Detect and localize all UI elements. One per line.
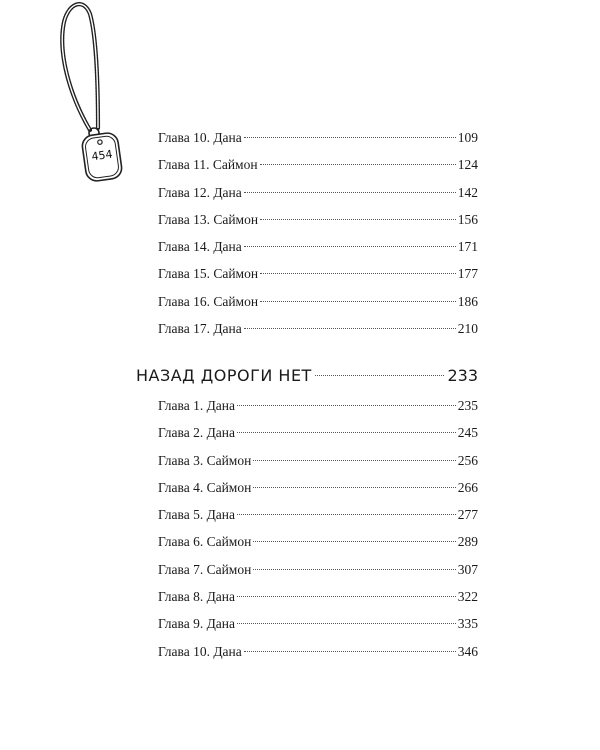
toc-entry <box>158 583 478 610</box>
dot-leader <box>244 192 456 193</box>
toc-entry-title: Глава 14. Дана <box>158 239 242 255</box>
toc-entry <box>158 447 478 474</box>
dot-leader <box>237 514 456 515</box>
dot-leader <box>315 375 445 376</box>
toc-part-chapter-list <box>158 392 478 665</box>
dot-leader <box>253 541 455 542</box>
toc-entry-title: Глава 15. Саймон <box>158 266 259 282</box>
toc-entry-page: 210 <box>457 321 478 337</box>
toc-entry <box>158 206 478 233</box>
toc-entry-title: Глава 11. Саймон <box>158 157 258 173</box>
dot-leader <box>253 460 455 461</box>
toc-entry <box>158 610 478 637</box>
dot-leader <box>260 273 456 274</box>
toc-entry <box>158 556 478 583</box>
dot-leader <box>237 432 456 433</box>
toc-entry <box>158 315 478 342</box>
toc-entry-title: Глава 10. Дана <box>158 130 242 145</box>
toc-entry-title: Глава 16. Саймон <box>158 293 259 309</box>
toc-entry-page: 235 <box>457 398 478 413</box>
toc-entry <box>158 638 478 665</box>
toc-entry <box>158 179 478 206</box>
toc-entry-page: 186 <box>457 293 478 309</box>
toc-entry <box>158 419 478 446</box>
toc-entry <box>158 288 478 315</box>
toc-entry-page: 266 <box>457 479 478 495</box>
toc-entry-page: 142 <box>457 184 478 200</box>
toc-entry-title: Глава 12. Дана <box>158 184 242 200</box>
toc-entry <box>158 233 478 260</box>
dot-leader <box>237 596 456 597</box>
toc-entry-page: 256 <box>457 452 478 468</box>
toc-entry <box>158 260 478 287</box>
toc-entry-title: Глава 7. Саймон <box>158 561 252 577</box>
dot-leader <box>260 164 456 165</box>
toc-entry <box>158 392 478 419</box>
toc-entry-page: 307 <box>457 561 478 577</box>
toc-entry-page: 346 <box>457 643 478 659</box>
toc-part-heading <box>136 362 478 390</box>
dot-leader <box>260 301 456 302</box>
toc-entry-title: Глава 3. Саймон <box>158 452 252 468</box>
part-title: НАЗАД ДОРОГИ НЕТ <box>136 366 312 385</box>
toc-entry <box>158 124 478 151</box>
dot-leader <box>253 569 455 570</box>
toc-entry <box>158 528 478 555</box>
toc-entry <box>158 151 478 178</box>
toc-entry-title: Глава 5. Дана <box>158 507 235 523</box>
toc-entry-title: Глава 1. Дана <box>158 398 235 413</box>
toc-entry-page: 156 <box>457 211 478 227</box>
toc-entry-page: 245 <box>457 425 478 441</box>
toc-entry-title: Глава 2. Дана <box>158 425 235 441</box>
toc-entry <box>158 474 478 501</box>
dot-leader <box>260 219 456 220</box>
dot-leader <box>244 651 456 652</box>
toc-entry-page: 171 <box>457 239 478 255</box>
toc-entry-title: Глава 8. Дана <box>158 589 235 605</box>
toc-entry-title: Глава 17. Дана <box>158 321 242 337</box>
dot-leader <box>244 137 456 138</box>
part-page: 233 <box>447 366 478 385</box>
toc-part-section <box>136 362 478 665</box>
toc-entry-page: 322 <box>457 589 478 605</box>
dot-leader <box>237 405 456 406</box>
toc-entry-page: 277 <box>457 507 478 523</box>
toc-chapter-list <box>158 124 478 342</box>
toc-entry-page: 335 <box>457 616 478 632</box>
dot-leader <box>253 487 455 488</box>
toc-entry-title: Глава 9. Дана <box>158 616 235 632</box>
toc-entry-page: 289 <box>457 534 478 550</box>
dot-leader <box>244 246 456 247</box>
toc-entry-title: Глава 6. Саймон <box>158 534 252 550</box>
toc-entry-page: 124 <box>457 157 478 173</box>
toc-entry-title: Глава 13. Саймон <box>158 211 259 227</box>
toc-entry-page: 177 <box>457 266 478 282</box>
toc-entry-title: Глава 10. Дана <box>158 643 242 659</box>
dot-leader <box>244 328 456 329</box>
dot-leader <box>237 623 456 624</box>
toc-entry-page: 109 <box>457 130 478 145</box>
page-number: 454 <box>90 147 114 164</box>
toc-entry <box>158 501 478 528</box>
toc-entry-title: Глава 4. Саймон <box>158 479 252 495</box>
